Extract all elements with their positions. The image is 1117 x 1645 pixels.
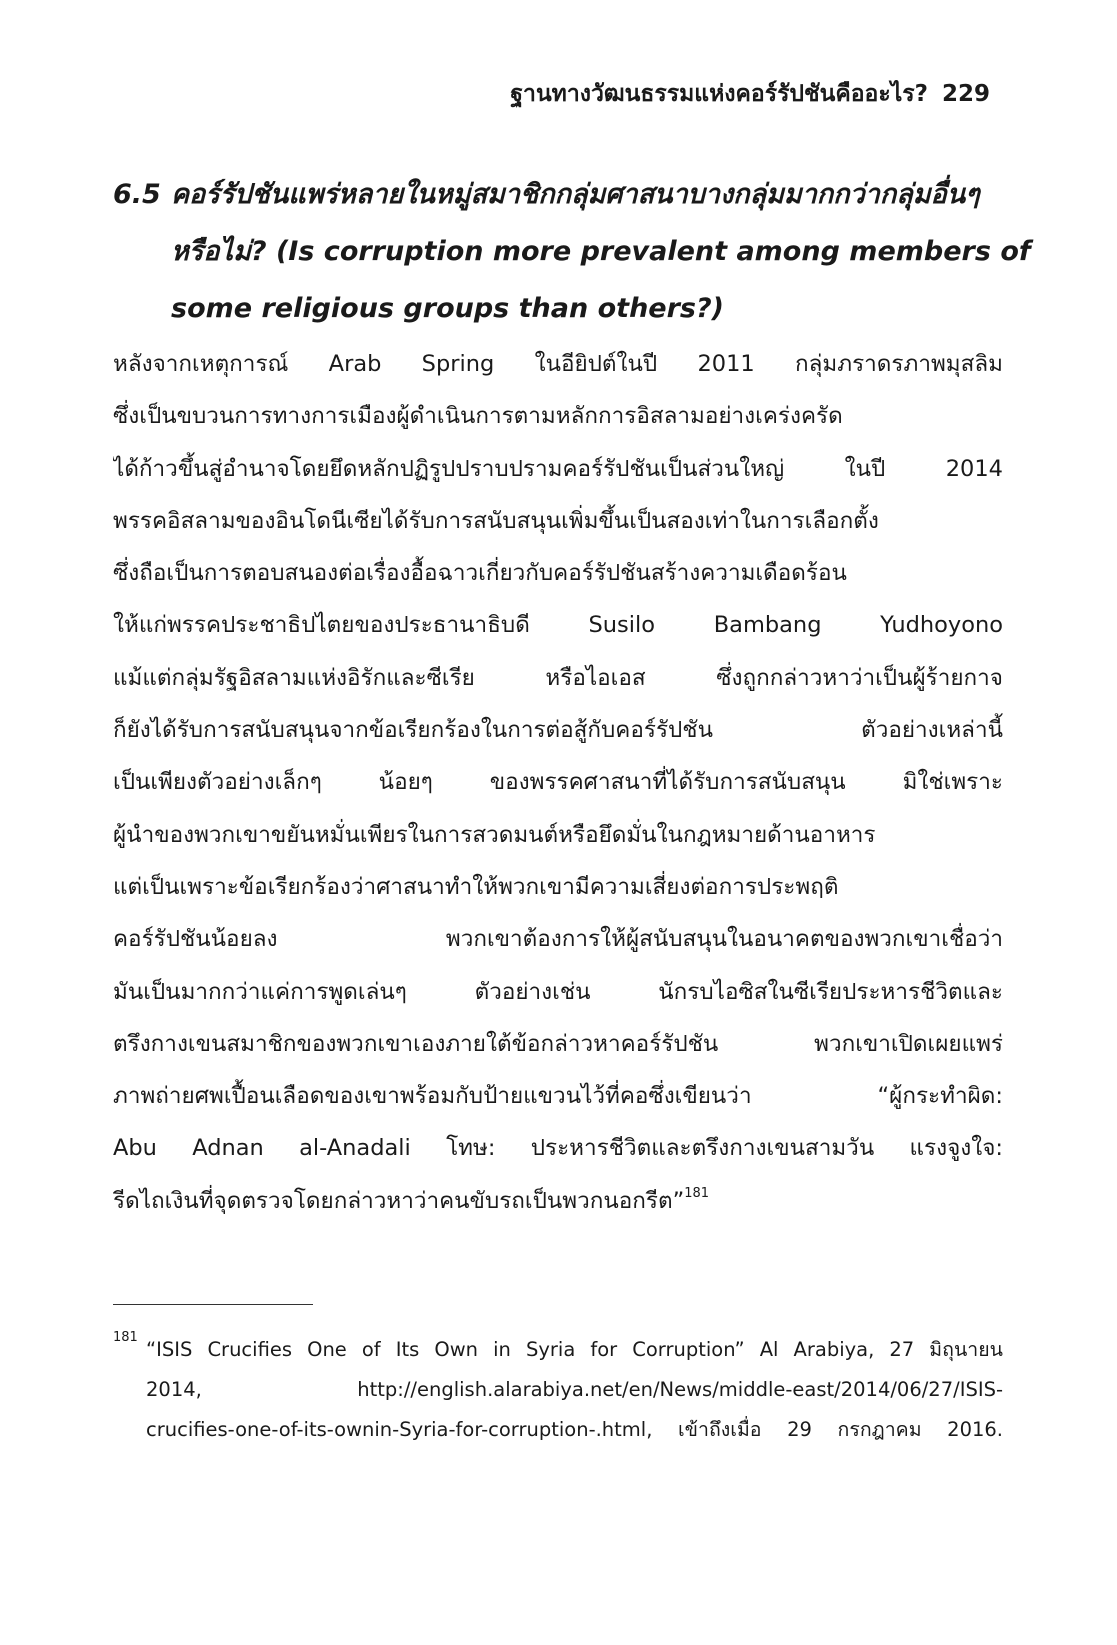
footnote-line: “ISIS Crucifies One of Its Own in Syria for Corruption” Al Arabiya, 27 มิถุนายน [146, 1338, 1003, 1361]
page-number: 229 [941, 81, 990, 107]
body-line: Abu Adnan al-Anadali โทษ: ประหารชีวิตและตรึงกางเขนสามวัน แรงจูงใจ: [113, 1135, 1003, 1162]
body-line: ผู้นำของพวกเขาขยันหมั่นเพียรในการสวดมนต์หรือยึดมั่นในกฎหมายด้านอาหาร [113, 821, 876, 848]
footnote-line: crucifies-one-of-its-ownin-Syria-for-corruption-.html, เข้าถึงเมื่อ 29 กรกฎาคม 2016. [146, 1418, 1003, 1441]
section-title [171, 166, 1031, 337]
body-line: เป็นเพียงตัวอย่างเล็กๆ น้อยๆ ของพรรคศาสนาที่ได้รับการสนับสนุน มิใช่เพราะ [113, 769, 1003, 796]
footnote-reference[interactable]: 181 [684, 1185, 710, 1201]
section-title-line: หรือไม่? (Is corruption more prevalent among members of [171, 236, 1031, 267]
body-line: ก็ยังได้รับการสนับสนุนจากข้อเรียกร้องในการต่อสู้กับคอร์รัปชัน ตัวอย่างเหล่านี้ [113, 717, 1003, 744]
body-line: ให้แก่พรรคประชาธิปไตยของประธานาธิบดี Susilo Bambang Yudhoyono [113, 612, 1003, 639]
running-head [510, 76, 990, 112]
body-line: คอร์รัปชันน้อยลง พวกเขาต้องการให้ผู้สนับสนุนในอนาคตของพวกเขาเชื่อว่า [113, 926, 1003, 953]
body-line: ซึ่งเป็นขบวนการทางการเมืองผู้ดำเนินการตามหลักการอิสลามอย่างเคร่งครัด [113, 403, 843, 430]
body-line: ภาพถ่ายศพเปื้อนเลือดของเขาพร้อมกับป้ายแขวนไว้ที่คอซึ่งเขียนว่า “ผู้กระทำผิด: [113, 1083, 1003, 1110]
body-line: พรรคอิสลามของอินโดนีเซียได้รับการสนับสนุนเพิ่มขึ้นเป็นสองเท่าในการเลือกตั้ง [113, 507, 879, 534]
body-line-last [113, 1175, 1003, 1227]
body-line: ตรึงกางเขนสมาชิกของพวกเขาเองภายใต้ข้อกล่าวหาคอร์รัปชัน พวกเขาเปิดเผยแพร่ [113, 1030, 1003, 1057]
body-line-text: รีดไถเงินที่จุดตรวจโดยกล่าวหาว่าคนขับรถเป็นพวกนอกรีต” [113, 1187, 685, 1214]
footnote-mark: 181 [113, 1330, 138, 1345]
section-title-line: some religious groups than others?) [171, 293, 724, 324]
body-line: มันเป็นมากกว่าแค่การพูดเล่นๆ ตัวอย่างเช่น นักรบไอซิสในซีเรียประหารชีวิตและ [113, 978, 1003, 1005]
body-line: ซึ่งถือเป็นการตอบสนองต่อเรื่องอื้อฉาวเกี่ยวกับคอร์รัปชันสร้างความเดือดร้อน [113, 560, 847, 587]
section-heading [113, 166, 1031, 337]
body-line: แม้แต่กลุ่มรัฐอิสลามแห่งอิรักและซีเรีย หรือไอเอส ซึ่งถูกกล่าวหาว่าเป็นผู้ร้ายกาจ [113, 664, 1003, 691]
body-line: แต่เป็นเพราะข้อเรียกร้องว่าศาสนาทำให้พวกเขามีความเสี่ยงต่อการประพฤติ [113, 873, 839, 900]
body-line: ได้ก้าวขึ้นสู่อำนาจโดยยึดหลักปฏิรูปปราบปรามคอร์รัปชันเป็นส่วนใหญ่ ในปี 2014 [113, 455, 1003, 482]
footnote-divider [113, 1304, 313, 1305]
footnote-line: 2014, http://english.alarabiya.net/en/News/middle-east/2014/06/27/ISIS- [146, 1378, 1003, 1401]
section-number: 6.5 [113, 179, 161, 210]
body-line: หลังจากเหตุการณ์ Arab Spring ในอียิปต์ในปี 2011 กลุ่มภราดรภาพมุสลิม [113, 351, 1003, 377]
section-title-line: คอร์รัปชันแพร่หลายในหมู่สมาชิกกลุ่มศาสนาบางกลุ่มมากกว่ากลุ่มอื่นๆ [171, 179, 980, 210]
footnote [113, 1330, 1003, 1450]
body-paragraph [113, 338, 1003, 1227]
footnote-body [146, 1330, 1003, 1450]
running-head-title: ฐานทางวัฒนธรรมแห่งคอร์รัปชันคืออะไร? [510, 81, 928, 107]
